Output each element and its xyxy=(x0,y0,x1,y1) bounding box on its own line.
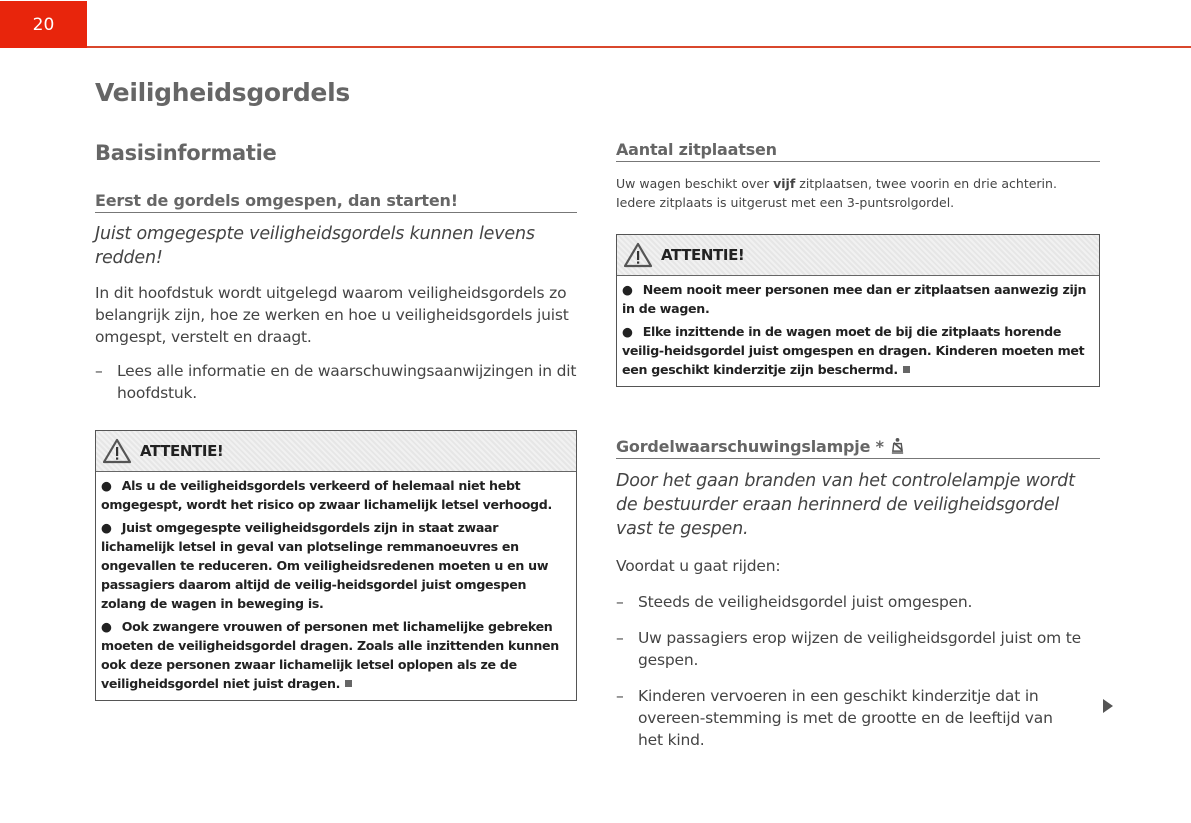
warning-header xyxy=(617,235,1099,276)
left-column xyxy=(95,78,577,701)
dash-list-item: – Steeds de veiligheidsgordel juist omgespen. xyxy=(616,593,973,611)
warning-header xyxy=(96,431,576,472)
right-column xyxy=(616,140,1100,751)
warning-box xyxy=(616,234,1100,387)
chapter-title: Veiligheidsgordels xyxy=(95,78,350,107)
warning-item: ● Elke inzittende in de wagen moet de bij die zitplaats horende veilig-heidsgordel juist omgespen en dragen. Kinderen moeten met een geschikt kinderzitje zijn beschermd. xyxy=(622,324,1085,377)
page-number: 20 xyxy=(32,14,55,35)
seat-count: vijf xyxy=(773,176,796,191)
warning-item: ● Neem nooit meer personen mee dan er zitplaatsen aanwezig zijn in de wagen. xyxy=(622,282,1087,316)
end-of-section-mark xyxy=(903,366,910,373)
header-rule xyxy=(87,46,1191,48)
warning-box xyxy=(95,430,577,701)
warning-item: ● Juist omgegespte veiligheidsgordels zijn in staat zwaar lichamelijk letsel in geval van plotselinge remmanoeuvres en ongevallen te reduceren. Om veiligheidsredenen moeten u en uw passagiers daarom altijd de veilig-heidsgordel juist omgespen zolang de wagen in beweging is. xyxy=(101,520,549,611)
warning-body xyxy=(617,276,1099,386)
dash-list-item xyxy=(95,360,577,404)
lamp-intro: Voordat u gaat rijden: xyxy=(616,557,781,575)
intro-paragraph: In dit hoofdstuk wordt uitgelegd waarom veiligheidsgordels zo belangrijk zijn, hoe ze werken en hoe u veiligheidsgordels juist omgespt, verstelt en draagt. xyxy=(95,284,569,346)
dash-item-text: Lees alle informatie en de waarschuwingsaanwijzingen in dit hoofdstuk. xyxy=(117,362,577,402)
warning-triangle-icon xyxy=(623,242,653,268)
lead-text: Juist omgegespte veiligheidsgordels kunnen levens redden! xyxy=(95,224,535,268)
warning-title: ATTENTIE! xyxy=(661,246,745,264)
seats-title: Aantal zitplaatsen xyxy=(616,140,1100,162)
warning-item: ● Als u de veiligheidsgordels verkeerd of helemaal niet hebt omgegespt, wordt het risico op zwaar lichamelijk letsel verhoogd. xyxy=(101,478,552,512)
page-number-tab xyxy=(0,1,87,48)
dash-list-item: – Uw passagiers erop wijzen de veiligheidsgordel juist om te gespen. xyxy=(616,629,1081,669)
warning-body xyxy=(96,472,576,700)
warning-title: ATTENTIE! xyxy=(140,442,224,460)
warning-item: ● Ook zwangere vrouwen of personen met lichamelijke gebreken moeten de veiligheidsgordel dragen. Zoals alle inzittenden kunnen ook deze personen zwaar lichamelijk letsel oplopen als ze de veiligheidsgordel niet juist dragen. xyxy=(101,619,559,691)
end-of-section-mark xyxy=(345,680,352,687)
next-page-arrow-icon xyxy=(1103,699,1113,713)
warning-triangle-icon xyxy=(102,438,132,464)
section-title: Basisinformatie xyxy=(95,141,277,165)
dash-bullet: – xyxy=(95,362,103,380)
dash-list-item: – Kinderen vervoeren in een geschikt kinderzitje dat in overeen-stemming is met de grootte en de leeftijd van het kind. xyxy=(616,687,1053,749)
seatbelt-icon xyxy=(890,437,905,454)
lamp-lead: Door het gaan branden van het controlelampje wordt de bestuurder eraan herinnerd de veiligheidsgordel vast te gespen. xyxy=(616,471,1075,539)
seats-paragraph: Uw wagen beschikt over vijf zitplaatsen, twee voorin en drie achterin. Iedere zitplaats is uitgerust met een 3-puntsrolgordel. xyxy=(616,176,1057,210)
lamp-title: Gordelwaarschuwingslampje * xyxy=(616,437,1100,459)
subsection-title: Eerst de gordels omgespen, dan starten! xyxy=(95,191,577,213)
